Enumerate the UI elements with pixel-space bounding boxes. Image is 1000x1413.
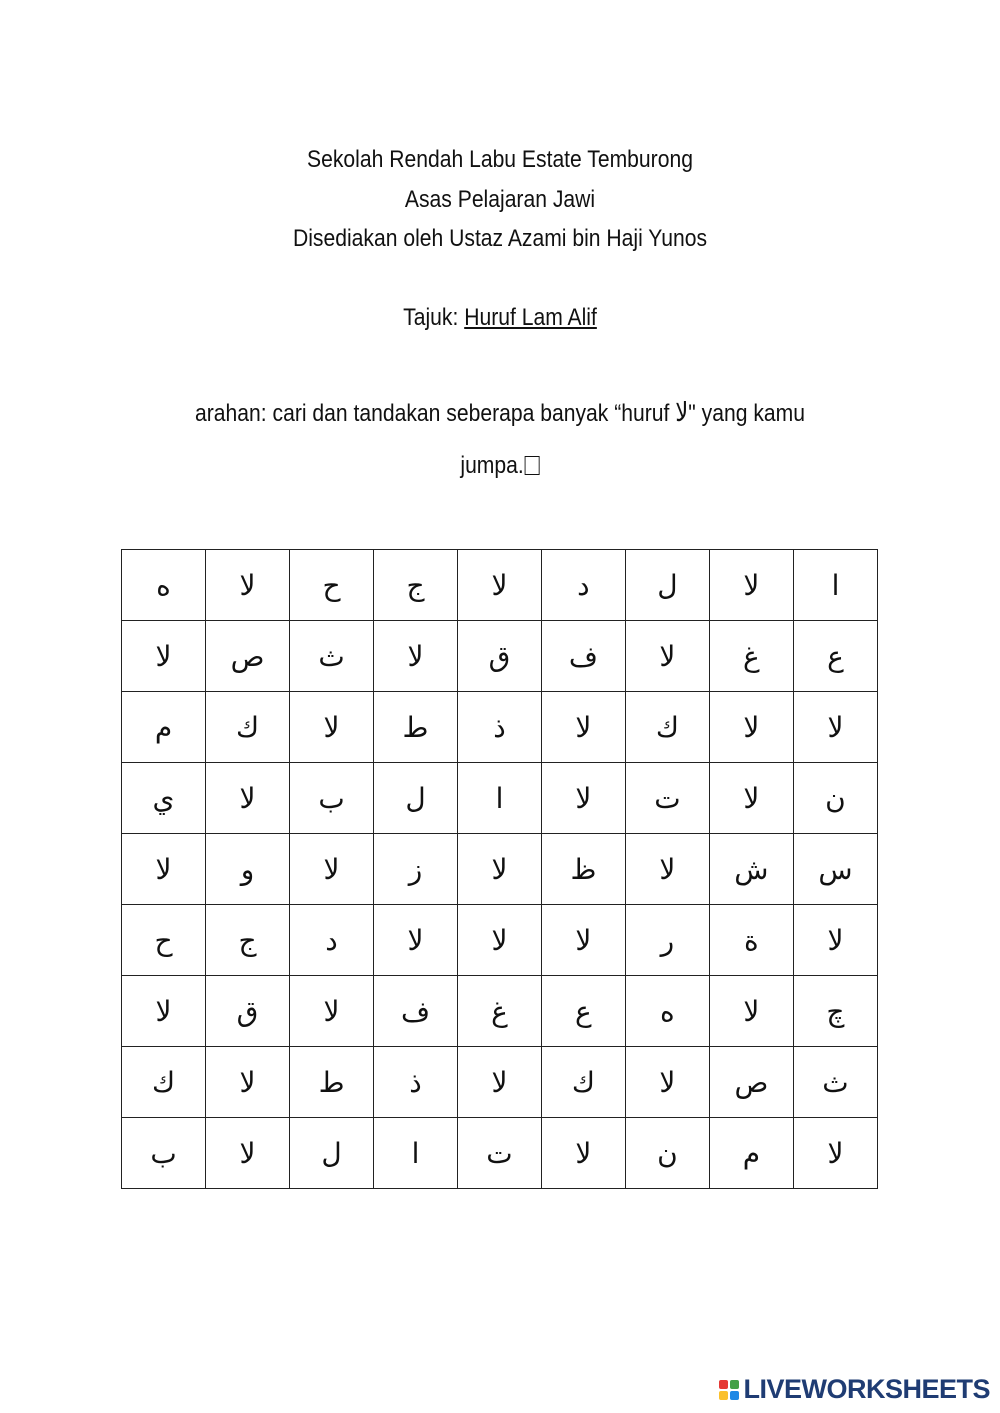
grid-cell[interactable]: لا [541,692,625,763]
grid-cell[interactable]: لا [793,692,877,763]
brand-name: LIVEWORKSHEETS [743,1374,990,1404]
grid-cell[interactable]: ظ [541,834,625,905]
grid-cell[interactable]: ت [457,1118,541,1189]
subject-title: Asas Pelajaran Jawi [404,186,596,213]
grid-cell[interactable]: ك [625,692,709,763]
school-name: Sekolah Rendah Labu Estate Temburong [307,146,693,173]
grid-cell[interactable]: ل [374,763,458,834]
topic-label: Tajuk: [403,304,459,331]
grid-cell[interactable]: س [793,834,877,905]
grid-cell[interactable]: ث [793,1047,877,1118]
topic-line [60,304,940,332]
grid-cell[interactable]: ع [541,976,625,1047]
grid-cell[interactable]: لا [541,763,625,834]
grid-cell[interactable]: لا [205,1047,289,1118]
grid-cell[interactable]: لا [457,1047,541,1118]
grid-cell[interactable]: د [541,550,625,621]
grid-row [122,1118,878,1189]
grid-cell[interactable]: ل [290,1118,374,1189]
grid-cell[interactable]: ص [709,1047,793,1118]
grid-cell[interactable]: لا [625,834,709,905]
grid-cell[interactable]: ف [374,976,458,1047]
grid-cell[interactable]: لا [457,905,541,976]
grid-cell[interactable]: لا [374,621,458,692]
grid-cell[interactable]: ذ [457,692,541,763]
grid-cell[interactable]: ك [122,1047,206,1118]
grid-cell[interactable]: لا [793,905,877,976]
topic-title: Huruf Lam Alif [464,304,597,331]
grid-cell[interactable]: د [290,905,374,976]
grid-cell[interactable]: ط [374,692,458,763]
grid-cell[interactable]: ل [625,550,709,621]
instruction-line-2 [60,452,940,480]
grid-cell[interactable]: لا [709,550,793,621]
grid-cell[interactable]: ص [205,621,289,692]
grid-cell[interactable]: لا [290,692,374,763]
grid-cell[interactable]: ب [290,763,374,834]
grid-cell[interactable]: چ [793,976,877,1047]
grid-cell[interactable]: لا [122,976,206,1047]
grid-cell[interactable]: م [122,692,206,763]
liveworksheets-logo-icon [719,1380,739,1400]
grid-cell[interactable]: ك [205,692,289,763]
grid-cell[interactable]: ا [374,1118,458,1189]
grid-cell[interactable]: لا [541,905,625,976]
grid-cell[interactable]: لا [205,763,289,834]
grid-row [122,763,878,834]
grid-cell[interactable]: لا [709,692,793,763]
grid-row [122,550,878,621]
grid-cell[interactable]: ه [625,976,709,1047]
grid-cell[interactable]: لا [457,834,541,905]
grid-cell[interactable]: ب [122,1118,206,1189]
grid-cell[interactable]: ن [793,763,877,834]
grid-cell[interactable]: ط [290,1047,374,1118]
grid-cell[interactable]: ق [205,976,289,1047]
grid-cell[interactable]: ق [457,621,541,692]
grid-cell[interactable]: غ [457,976,541,1047]
grid-row [122,1047,878,1118]
instruction-line2-text: jumpa. [460,452,524,479]
grid-row [122,621,878,692]
grid-cell[interactable]: ث [290,621,374,692]
grid-cell[interactable]: ع [793,621,877,692]
grid-cell[interactable]: غ [709,621,793,692]
grid-row [122,905,878,976]
grid-cell[interactable]: ج [205,905,289,976]
grid-cell[interactable]: ح [122,905,206,976]
grid-cell[interactable]: ا [457,763,541,834]
grid-cell[interactable]: لا [290,834,374,905]
liveworksheets-brand [719,1374,990,1405]
instruction-text-after: " yang kamu [688,400,805,427]
letter-grid [121,549,878,1189]
grid-cell[interactable]: لا [374,905,458,976]
grid-cell[interactable]: ف [541,621,625,692]
grid-cell[interactable]: ذ [374,1047,458,1118]
grid-cell[interactable]: لا [709,976,793,1047]
grid-cell[interactable]: لا [457,550,541,621]
instruction-text-before: arahan: cari dan tandakan seberapa banyak “huruf [195,400,670,427]
instruction-line [60,398,940,428]
grid-cell[interactable]: ر [625,905,709,976]
author-line: Disediakan oleh Ustaz Azami bin Haji Yunos [292,225,708,252]
grid-cell[interactable]: ك [541,1047,625,1118]
grid-row [122,976,878,1047]
grid-row [122,834,878,905]
grid-cell[interactable]: لا [709,763,793,834]
grid-cell[interactable]: م [709,1118,793,1189]
grid-cell[interactable]: ن [625,1118,709,1189]
grid-cell[interactable]: ش [709,834,793,905]
grid-cell[interactable]: لا [290,976,374,1047]
grid-cell[interactable]: ح [290,550,374,621]
grid-cell[interactable]: لا [541,1118,625,1189]
grid-cell[interactable]: لا [205,1118,289,1189]
grid-cell[interactable]: لا [793,1118,877,1189]
grid-cell[interactable]: ة [709,905,793,976]
grid-cell[interactable]: ت [625,763,709,834]
grid-cell[interactable]: ا [793,550,877,621]
grid-cell[interactable]: لا [122,834,206,905]
grid-cell[interactable]: لا [205,550,289,621]
grid-cell[interactable]: لا [625,1047,709,1118]
grid-cell[interactable]: ج [374,550,458,621]
grid-cell[interactable]: لا [122,621,206,692]
grid-cell[interactable]: ي [122,763,206,834]
grid-row [122,692,878,763]
grid-cell[interactable]: لا [625,621,709,692]
grid-cell[interactable]: و [205,834,289,905]
grid-cell[interactable]: ه [122,550,206,621]
instruction-letter: لا [675,398,689,428]
grid-cell[interactable]: ز [374,834,458,905]
answer-checkbox[interactable] [525,456,540,475]
